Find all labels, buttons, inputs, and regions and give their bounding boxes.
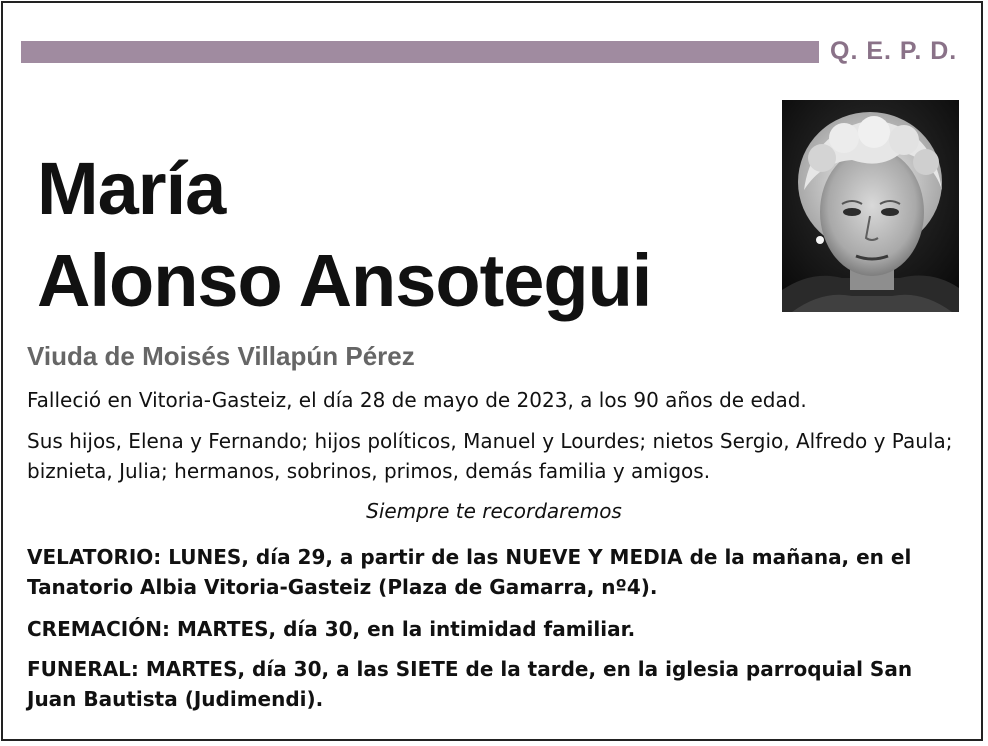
- header-accent-bar: [21, 41, 819, 63]
- qepd-label: Q. E. P. D.: [830, 37, 958, 65]
- deceased-name: [37, 143, 651, 327]
- portrait-photo: [782, 100, 959, 312]
- deceased-first-name: María: [37, 147, 226, 230]
- widow-of-line: Viuda de Moisés Villapún Pérez: [27, 341, 415, 371]
- obituary-card: [1, 1, 983, 741]
- cremation-details: CREMACIÓN: MARTES, día 30, en la intimidad familiar.: [27, 617, 636, 641]
- family-members: Sus hijos, Elena y Fernando; hijos políticos, Manuel y Lourdes; nietos Sergio, Alfredo y Paula; biznieta, Julia; hermanos, sobrinos, primos, demás familia y amigos.: [27, 429, 953, 483]
- death-notice: Falleció en Vitoria-Gasteiz, el día 28 de mayo de 2023, a los 90 años de edad.: [27, 388, 807, 412]
- funeral-details: FUNERAL: MARTES, día 30, a las SIETE de la tarde, en la iglesia parroquial San Juan Bautista (Judimendi).: [27, 657, 913, 711]
- memorial-quote: Siempre te recordaremos: [366, 499, 622, 523]
- wake-details: VELATORIO: LUNES, día 29, a partir de las NUEVE Y MEDIA de la mañana, en el Tanatorio Albia Vitoria-Gasteiz (Plaza de Gamarra, nº4).: [27, 545, 912, 599]
- deceased-surname: Alonso Ansotegui: [37, 239, 652, 322]
- portrait-image: [782, 100, 959, 312]
